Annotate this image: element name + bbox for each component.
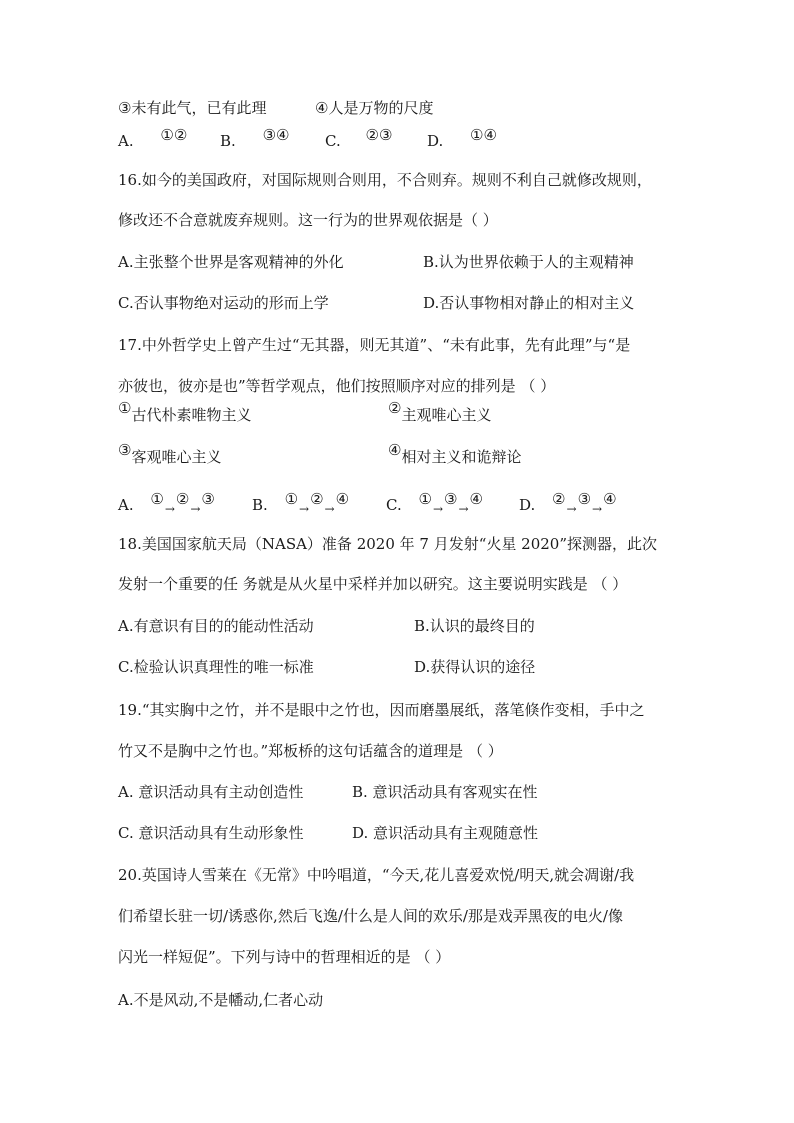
q16-option-c: C.否认事物绝对运动的形而上学 — [118, 294, 329, 312]
q19-stem-line-2: 竹又不是胸中之竹也。”郑板桥的这句话蕴含的道理是 （ ） — [118, 742, 503, 760]
circled-number: ③ — [118, 99, 132, 117]
q18-stem-line-1: 18.美国国家航天局（NASA）准备 2020 年 7 月发射“火星 2020”探测器，此次 — [118, 535, 657, 553]
circled-number: ④ — [315, 99, 329, 117]
q17-option-d: D. $②_\to ③_\to ④$ — [519, 490, 617, 516]
q20-stem-line-3: 闪光一样短促”。下列与诗中的哲理相近的是 （ ） — [118, 948, 451, 966]
circled-number: ① — [118, 399, 132, 417]
circled-number: ④ — [388, 441, 402, 459]
q17-item-1: ①古代朴素唯物主义 — [118, 399, 252, 424]
q19-option-a: A. 意识活动具有主动创造性 — [118, 783, 304, 801]
q15-option-c: C. ②③ — [325, 126, 393, 150]
q17-stem-line-2: 亦彼也，彼亦是也”等哲学观点，他们按照顺序对应的排列是 （ ） — [118, 377, 556, 395]
q16-stem-line-2: 修改还不合意就废弃规则。这一行为的世界观依据是（ ） — [118, 211, 498, 229]
q16-option-a: A.主张整个世界是客观精神的外化 — [118, 253, 344, 271]
q15-option-b: B. ③④ — [220, 126, 290, 150]
circled-number: ③ — [118, 441, 132, 459]
q18-option-c: C.检验认识真理性的唯一标准 — [118, 658, 314, 676]
q20-option-a: A.不是风动,不是幡动,仁者心动 — [118, 991, 324, 1009]
q18-stem-line-2: 发射一个重要的任 务就是从火星中采样并加以研究。这主要说明实践是 （ ） — [118, 575, 628, 593]
q17-item-4: ④相对主义和诡辩论 — [388, 441, 522, 466]
q15-option-a: A. ①② — [118, 126, 188, 150]
q15-item-4-text: 人是万物的尺度 — [328, 99, 434, 117]
q15-item-3-text: 未有此气，已有此理 — [131, 99, 267, 117]
q17-option-c: C. $①_\to ③_\to ④$ — [386, 490, 483, 516]
q15-item-3 — [118, 98, 266, 118]
q16-stem-line-1: 16.如今的美国政府，对国际规则合则用，不合则弃。规则不利自己就修改规则， — [118, 171, 652, 189]
q19-option-c: C. 意识活动具有生动形象性 — [118, 824, 304, 842]
q15-item-4 — [315, 98, 433, 118]
q19-stem-line-1: 19.“其实胸中之竹，并不是眼中之竹也，因而磨墨展纸，落笔倏作变相，手中之 — [118, 701, 645, 719]
q20-stem-line-1: 20.英国诗人雪莱在《无常》中吟唱道，“今天,花儿喜爱欢悦/明天,就会凋谢/我 — [118, 866, 635, 884]
q17-stem-line-1: 17.中外哲学史上曾产生过“无其器，则无其道”、“未有此事，先有此理”与“是 — [118, 336, 631, 354]
q19-option-d: D. 意识活动具有主观随意性 — [352, 824, 539, 842]
q19-option-b: B. 意识活动具有客观实在性 — [352, 783, 538, 801]
q17-item-2: ②主观唯心主义 — [388, 399, 492, 424]
q17-option-a: A. $①_\to ②_\to ③$ — [118, 490, 215, 516]
circled-number: ② — [388, 399, 402, 417]
q16-option-b: B.认为世界依赖于人的主观精神 — [423, 253, 634, 271]
q18-option-b: B.认识的最终目的 — [414, 617, 535, 635]
q15-option-d: D. ①④ — [427, 126, 497, 150]
q17-item-3: ③客观唯心主义 — [118, 441, 222, 466]
q16-option-d: D.否认事物相对静止的相对主义 — [423, 294, 635, 312]
q17-option-b: B. $①_\to ②_\to ④$ — [252, 490, 350, 516]
q18-option-a: A.有意识有目的的能动性活动 — [118, 617, 314, 635]
q18-option-d: D.获得认识的途径 — [414, 658, 536, 676]
q20-stem-line-2: 们希望长驻一切/诱惑你,然后飞逸/什么是人间的欢乐/那是戏弄黑夜的电火/像 — [118, 907, 623, 925]
